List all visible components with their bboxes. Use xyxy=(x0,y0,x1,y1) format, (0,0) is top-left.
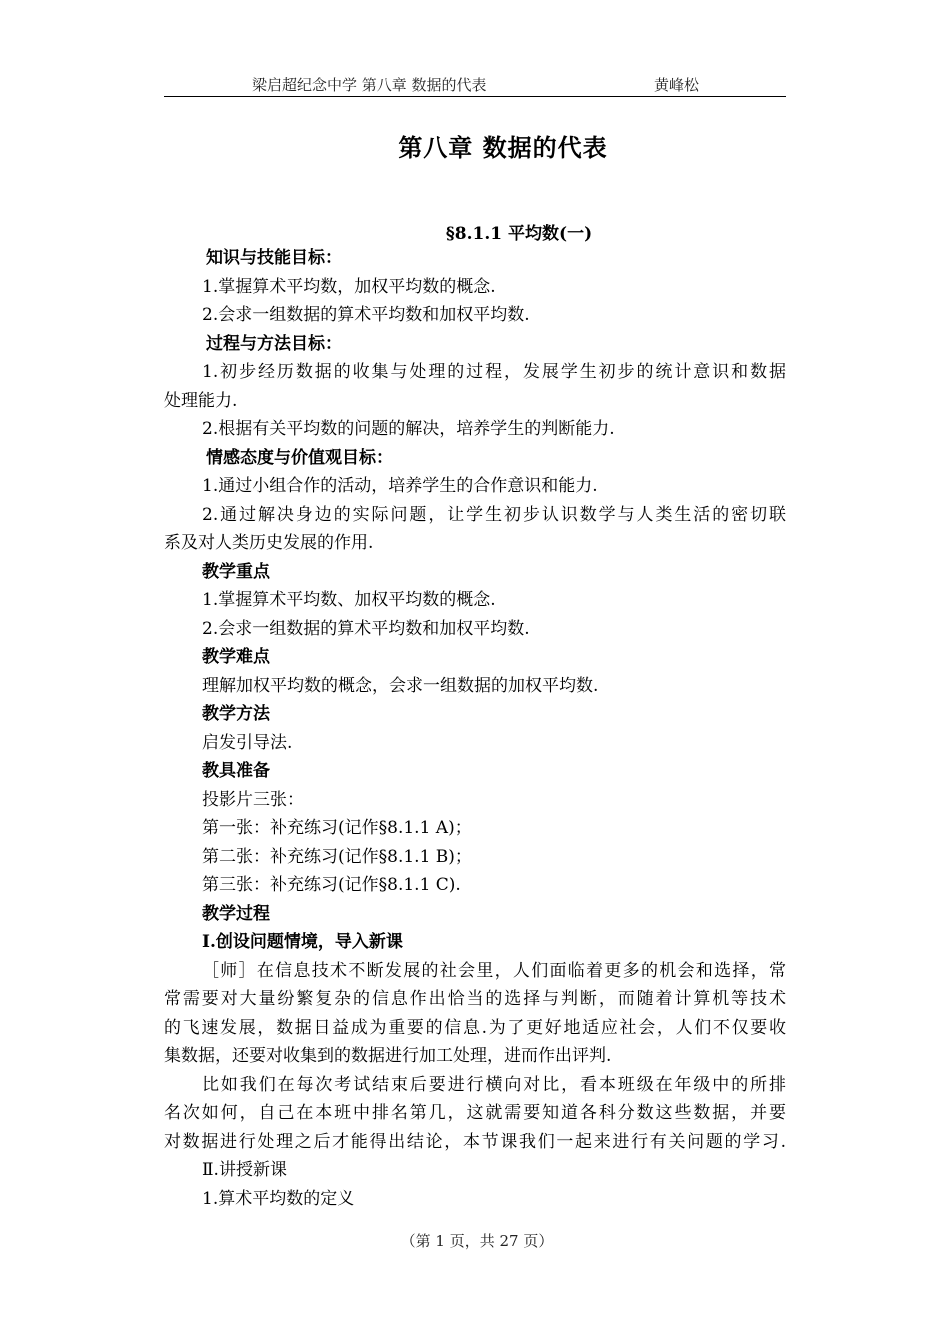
body-text-line: 理解加权平均数的概念，会求一组数据的加权平均数. xyxy=(202,675,599,696)
chapter-title: 第八章 数据的代表 xyxy=(398,134,608,162)
body-text-line: Ⅱ.讲授新课 xyxy=(202,1160,287,1180)
body-text-line: 1.掌握算术平均数，加权平均数的概念. xyxy=(202,276,496,297)
body-text-line: 1.初步经历数据的收集与处理的过程，发展学生初步的统计意识和数据 xyxy=(202,362,786,382)
body-text-line: ［师］在信息技术不断发展的社会里，人们面临着更多的机会和选择，常 xyxy=(202,960,786,981)
section-heading: 教学方法 xyxy=(202,704,270,724)
body-text-line: 1.算术平均数的定义 xyxy=(202,1188,355,1209)
body-text-line: 第三张：补充练习(记作§8.1.1 C). xyxy=(202,875,461,895)
body-text-line: 名次如何，自己在本班中排名第几，这就需要知道各科分数这些数据，并要 xyxy=(164,1103,786,1123)
body-text-line: 启发引导法. xyxy=(202,732,293,753)
body-text-line: 处理能力. xyxy=(164,390,238,411)
section-heading: 情感态度与价值观目标： xyxy=(206,447,393,468)
header-author: 黄峰松 xyxy=(654,76,700,94)
body-text-line: 2.会求一组数据的算术平均数和加权平均数. xyxy=(202,618,530,639)
body-text-line: 第一张：补充练习(记作§8.1.1 A)； xyxy=(202,818,472,838)
page-header xyxy=(164,74,786,97)
body-text-line: 系及对人类历史发展的作用. xyxy=(164,533,374,553)
section-title: §8.1.1 平均数(一) xyxy=(445,224,593,244)
header-school-chapter: 梁启超纪念中学 第八章 数据的代表 xyxy=(252,76,487,94)
body-text-line: 集数据，还要对收集到的数据进行加工处理，进而作出评判. xyxy=(164,1046,612,1066)
body-text-line: 比如我们在每次考试结束后要进行横向对比，看本班级在年级中的所排 xyxy=(202,1074,786,1095)
body-text-line: 第二张：补充练习(记作§8.1.1 B)； xyxy=(202,846,472,867)
section-heading: 教学重点 xyxy=(202,561,270,582)
section-heading: 知识与技能目标： xyxy=(206,248,342,268)
page-footer: （第 1 页，共 27 页） xyxy=(400,1232,554,1250)
body-text-line: 对数据进行处理之后才能得出结论，本节课我们一起来进行有关问题的学习. xyxy=(164,1131,786,1152)
body-text-line: 2.根据有关平均数的问题的解决，培养学生的判断能力. xyxy=(202,419,615,439)
section-heading: 教学过程 xyxy=(202,903,270,924)
section-heading: 过程与方法目标： xyxy=(206,333,342,354)
section-heading: Ⅰ.创设问题情境，导入新课 xyxy=(202,932,403,952)
body-text-line: 常需要对大量纷繁复杂的信息作出恰当的选择与判断，而随着计算机等技术 xyxy=(164,989,786,1009)
document-body xyxy=(164,244,786,1213)
body-text-line: 2.通过解决身边的实际问题，让学生初步认识数学与人类生活的密切联 xyxy=(202,504,786,525)
body-text-line: 的飞速发展，数据日益成为重要的信息.为了更好地适应社会，人们不仅要收 xyxy=(164,1017,786,1038)
body-text-line: 1.掌握算术平均数、加权平均数的概念. xyxy=(202,590,496,610)
section-heading: 教学难点 xyxy=(202,647,270,667)
body-text-line: 2.会求一组数据的算术平均数和加权平均数. xyxy=(202,305,530,325)
body-text-line: 1.通过小组合作的活动，培养学生的合作意识和能力. xyxy=(202,476,598,496)
body-text-line: 投影片三张： xyxy=(202,789,304,810)
section-heading: 教具准备 xyxy=(202,761,270,781)
